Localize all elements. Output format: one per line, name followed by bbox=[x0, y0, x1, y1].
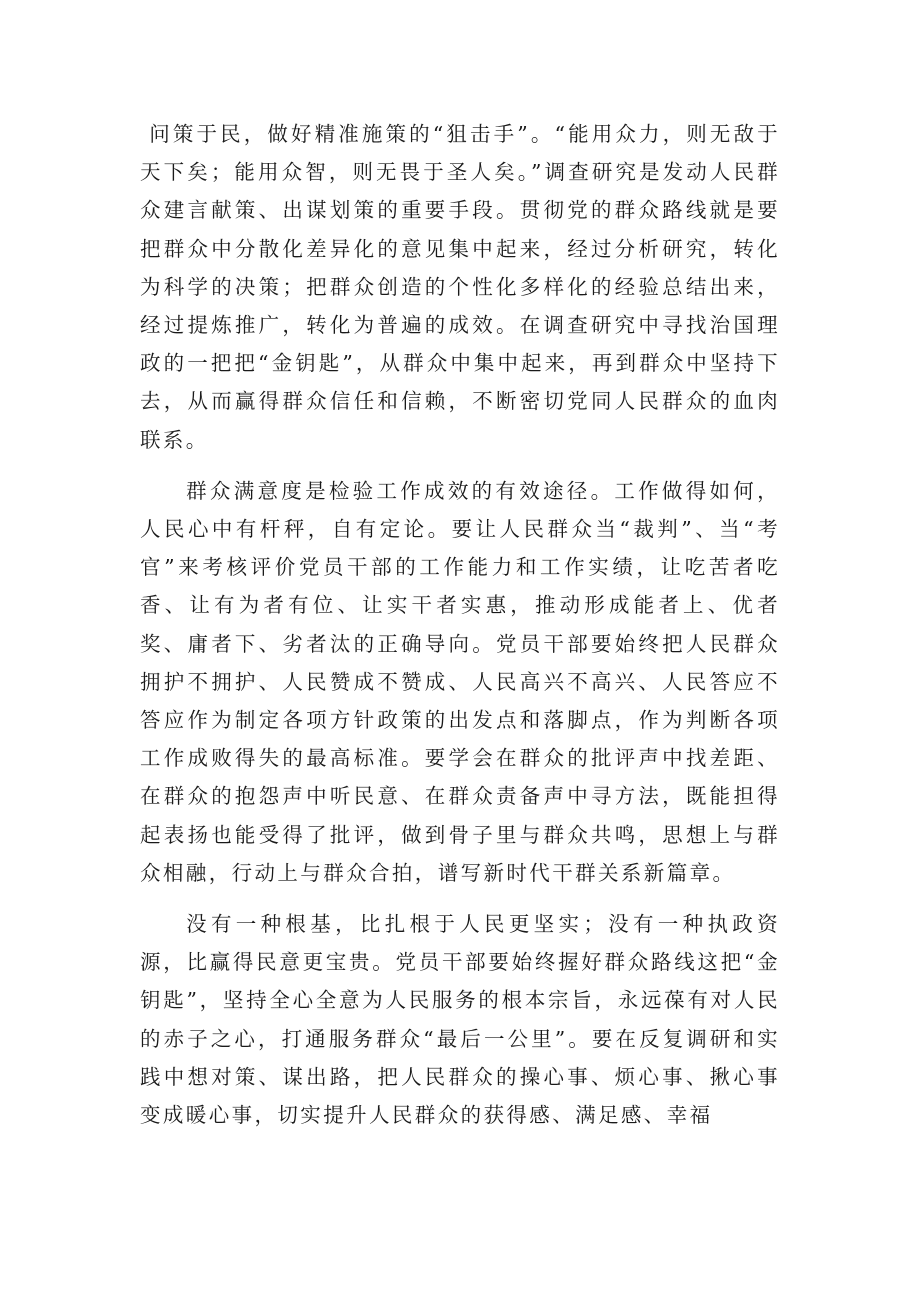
paragraph-3: 没有一种根基，比扎根于人民更坚实；没有一种执政资源，比赢得民意更宝贵。党员干部要始终握好群众路线这把“金钥匙”，坚持全心全意为人民服务的根本宗旨，永远葆有对人民的赤子之心，打通服务群众“最后一公里”。要在反复调研和实践中想对策、谋出路，把人民群众的操心事、烦心事、揪心事变成暖心事，切实提升人民群众的获得感、满足感、幸福 bbox=[140, 912, 780, 1128]
paragraph-2: 群众满意度是检验工作成效的有效途径。工作做得如何，人民心中有杆秤，自有定论。要让人民群众当“裁判”、当“考官”来考核评价党员干部的工作能力和工作实绩，让吃苦者吃香、让有为者有位、让实干者实惠，推动形成能者上、优者奖、庸者下、劣者汰的正确导向。党员干部要始终把人民群众拥护不拥护、人民赞成不赞成、人民高兴不高兴、人民答应不答应作为制定各项方针政策的出发点和落脚点，作为判断各项工作成败得失的最高标准。要学会在群众的批评声中找差距、在群众的抱怨声中听民意、在群众责备声中寻方法，既能担得起表扬也能受得了批评，做到骨子里与群众共鸣，思想上与群众相融，行动上与群众合拍，谱写新时代干群关系新篇章。 bbox=[140, 478, 780, 885]
paragraph-1: 问策于民，做好精准施策的“狙击手”。“能用众力，则无敌于天下矣；能用众智，则无畏于圣人矣。”调查研究是发动人民群众建言献策、出谋划策的重要手段。贯彻党的群众路线就是要把群众中分散化差异化的意见集中起来，经过分析研究，转化为科学的决策；把群众创造的个性化多样化的经验总结出来，经过提炼推广，转化为普遍的成效。在调查研究中寻找治国理政的一把把“金钥匙”，从群众中集中起来，再到群众中坚持下去，从而赢得群众信任和信赖，不断密切党同人民群众的血肉联系。 bbox=[140, 122, 780, 452]
